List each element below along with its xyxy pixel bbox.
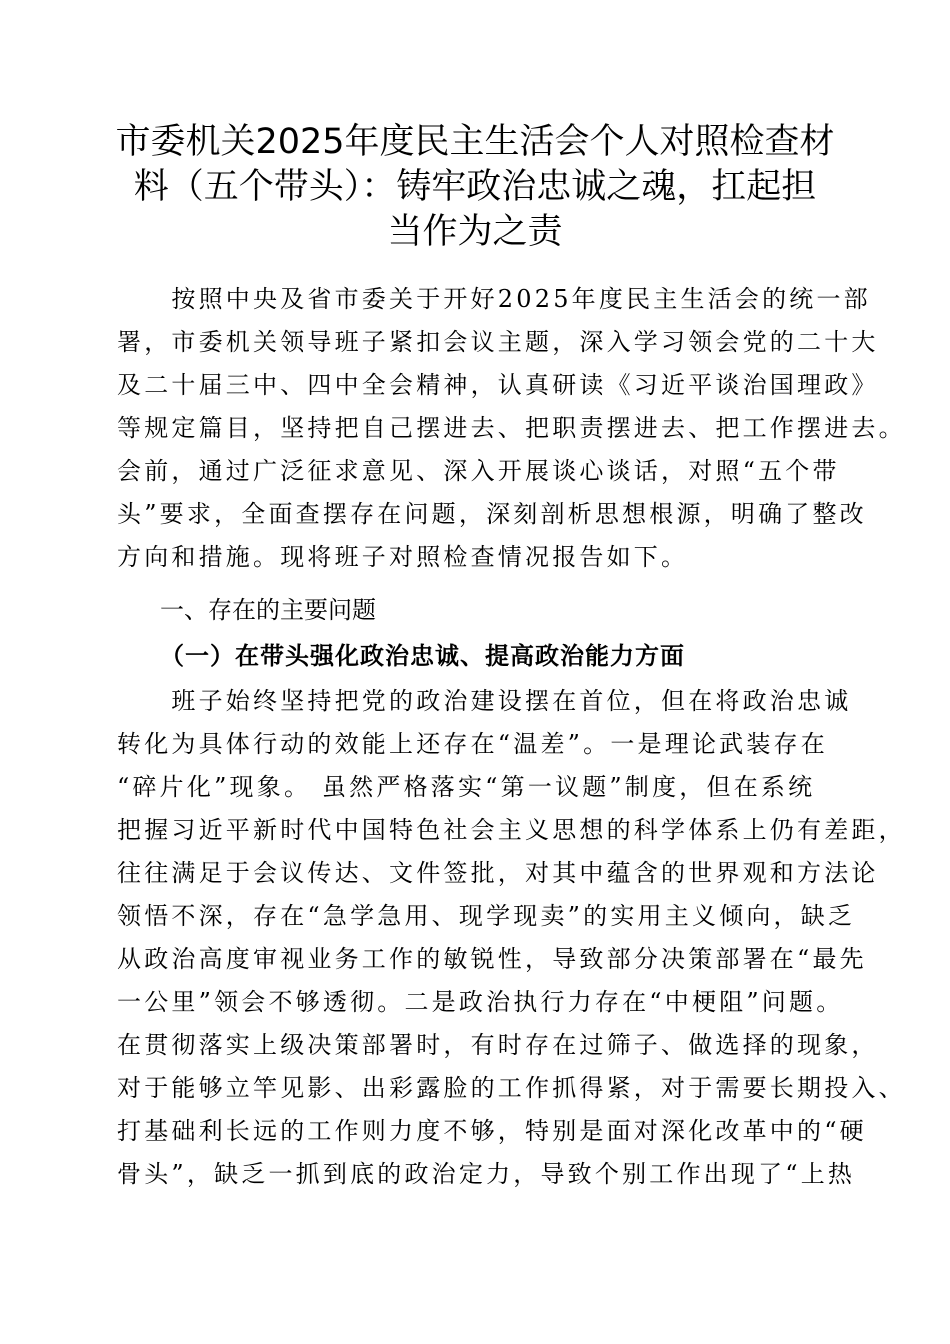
intro-paragraph-line: 等规定篇目，坚持把自己摆进去、把职责摆进去、把工作摆进去。 (117, 414, 906, 442)
body-paragraph-line: 在贯彻落实上级决策部署时，有时存在过筛子、做选择的现象， (117, 1031, 879, 1059)
body-paragraph-line: 把握习近平新时代中国特色社会主义思想的科学体系上仍有差距， (117, 816, 906, 844)
intro-paragraph-line: 会前，通过广泛征求意见、深入开展谈心谈话，对照“五个带 (117, 457, 840, 485)
body-paragraph-line: 班子始终坚持把党的政治建设摆在首位，但在将政治忠诚 (117, 687, 852, 715)
subsection-heading: （一）在带头强化政治忠诚、提高政治能力方面 (160, 642, 685, 670)
body-paragraph-line: “碎片化”现象。 虽然严格落实“第一议题”制度，但在系统 (117, 773, 816, 801)
body-paragraph-line: 领悟不深，存在“急学急用、现学现卖”的实用主义倾向，缺乏 (117, 902, 856, 930)
intro-paragraph-line: 按照中央及省市委关于开好2025年度民主生活会的统一部 (117, 285, 871, 313)
body-paragraph-line: 对于能够立竿见影、出彩露脸的工作抓得紧，对于需要长期投入、 (117, 1074, 906, 1102)
intro-paragraph-line: 方向和措施。现将班子对照检查情况报告如下。 (117, 543, 689, 571)
document-title-line-1: 市委机关2025年度民主生活会个人对照检查材 (115, 122, 835, 162)
body-paragraph-line: 从政治高度审视业务工作的敏锐性，导致部分决策部署在“最先 (117, 945, 867, 973)
body-paragraph-line: 骨头”，缺乏一抓到底的政治定力，导致个别工作出现了“上热 (117, 1160, 856, 1188)
document-title-line-3: 当作为之责 (387, 212, 563, 252)
body-paragraph-line: 转化为具体行动的效能上还存在“温差”。一是理论武装存在 (117, 730, 828, 758)
intro-paragraph-line: 头”要求，全面查摆存在问题，深刻剖析思想根源，明确了整改 (117, 500, 867, 528)
intro-paragraph-line: 署，市委机关领导班子紧扣会议主题，深入学习领会党的二十大 (117, 328, 879, 356)
document-title-line-2: 料（五个带头）：铸牢政治忠诚之魂，扛起担 (133, 167, 817, 207)
body-paragraph-line: 打基础利长远的工作则力度不够，特别是面对深化改革中的“硬 (117, 1117, 867, 1145)
body-paragraph-line: 一公里”领会不够透彻。二是政治执行力存在“中梗阻”问题。 (117, 988, 844, 1016)
body-paragraph-line: 往往满足于会议传达、文件签批，对其中蕴含的世界观和方法论 (117, 859, 879, 887)
section-heading: 一、存在的主要问题 (160, 596, 376, 624)
intro-paragraph-line: 及二十届三中、四中全会精神，认真研读《习近平谈治国理政》 (117, 371, 879, 399)
